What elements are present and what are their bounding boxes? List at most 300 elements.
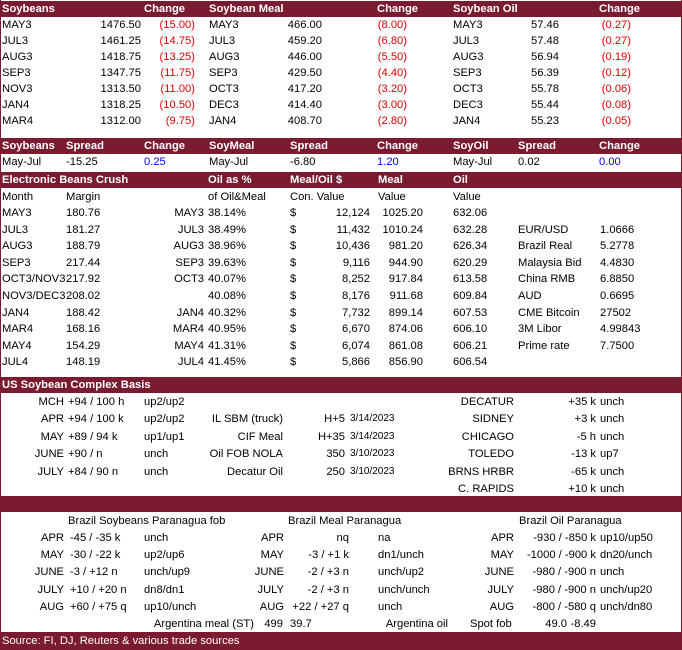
basis-change: up2/up2: [144, 413, 185, 426]
brazil-meal-change: unch/up2: [378, 566, 425, 579]
market-value: 4.4830: [600, 256, 635, 269]
settle-price: 57.46: [531, 19, 559, 31]
spread-header: Spread: [66, 140, 104, 152]
oil-share: 40.95%: [208, 323, 246, 336]
basis-title: US Soybean Complex Basis: [2, 379, 151, 391]
futures-header: Change: [599, 3, 641, 15]
crush-month-2: MAR4: [172, 323, 204, 336]
contract-month: NOV3: [2, 83, 33, 95]
location-basis: -13 k: [571, 448, 596, 461]
currency-symbol: $: [290, 240, 297, 253]
currency-symbol: $: [290, 207, 297, 219]
market-label: Malaysia Bid: [518, 256, 582, 269]
settle-price: 417.20: [287, 83, 322, 95]
brazil-oil-change: unch/up20: [600, 583, 653, 596]
futures-row: [0, 33, 682, 49]
brazil-soy-basis: +60 / +75 q: [70, 600, 127, 613]
product-date: 3/14/2023: [350, 430, 395, 442]
contract-month: OCT3: [453, 83, 483, 95]
price-change: (0.05): [601, 115, 631, 127]
crush-subheader: Margin: [66, 191, 101, 203]
brazil-soy-change: unch: [144, 532, 169, 544]
market-value: 1.0666: [600, 223, 635, 236]
crush-month-2: AUG3: [173, 240, 204, 253]
location-change: up7: [600, 448, 619, 461]
meal-value: 874.06: [388, 323, 423, 336]
settle-price: 1313.50: [100, 83, 141, 95]
spread-header: Change: [599, 140, 641, 152]
contract-month: JUL3: [2, 35, 29, 47]
brazil-month: JUNE: [34, 566, 64, 579]
price-change: (4.40): [377, 67, 407, 79]
location-change: unch: [600, 396, 625, 408]
market-label: AUD: [518, 290, 542, 302]
oil-value: 606.21: [453, 339, 488, 352]
oil-share: 38.96%: [208, 240, 246, 253]
contract-month: DEC3: [209, 99, 239, 111]
settle-price: 55.78: [531, 83, 559, 95]
spread-header: SoyMeal: [209, 140, 255, 152]
brazil-row: [0, 564, 682, 580]
brazil-row: [0, 530, 682, 546]
price-change: (0.06): [601, 83, 631, 95]
price-change: (8.00): [377, 19, 407, 31]
futures-header-row: [0, 1, 682, 17]
basis-header-row: [0, 377, 682, 393]
oil-share: 38.14%: [208, 207, 246, 219]
crush-header-row: [0, 172, 682, 188]
futures-row: [0, 81, 682, 97]
meal-oil-value: 9,116: [342, 256, 370, 269]
basis-change: up2/up2: [144, 396, 185, 408]
argentina-oil-price: 49.0: [545, 618, 567, 630]
spread-value: -6.80: [290, 156, 316, 168]
spreads-row: [0, 154, 682, 170]
oil-value: 607.53: [453, 306, 488, 319]
contract-month: JUL3: [453, 35, 480, 47]
market-value: 6.8850: [600, 273, 635, 286]
futures-row: [0, 49, 682, 65]
argentina-meal-change: 39.7: [290, 618, 312, 630]
location-basis: +3 k: [574, 413, 596, 426]
contract-month: MAY3: [209, 19, 239, 31]
brazil-month: JUNE: [254, 566, 284, 579]
settle-price: 414.40: [287, 99, 322, 111]
brazil-oil-change: up10/up50: [600, 532, 653, 544]
crush-margin: 148.19: [66, 356, 101, 369]
meal-value: 1010.24: [382, 223, 423, 236]
product-value: 350: [326, 448, 345, 461]
product-date: 3/10/2023: [350, 465, 395, 477]
argentina-oil-change: -8.49: [570, 618, 596, 630]
brazil-month: AUG: [39, 600, 64, 613]
market-label: Brazil Real: [518, 240, 573, 253]
brazil-meal-basis: -3 / +1 k: [308, 549, 349, 562]
price-change: (0.08): [601, 99, 631, 111]
spread-header: Spread: [290, 140, 328, 152]
brazil-soy-basis: +10 / +20 n: [70, 583, 127, 596]
crush-month: NOV3/DEC3: [2, 290, 66, 302]
source-row: [0, 632, 682, 650]
price-change: (3.00): [377, 99, 407, 111]
crush-month-2: JUL3: [177, 223, 204, 236]
oil-value: 609.84: [453, 290, 488, 302]
contract-month: DEC3: [453, 99, 483, 111]
location-change: unch: [600, 483, 625, 495]
brazil-row: [0, 547, 682, 563]
market-value: 4.99843: [600, 323, 641, 336]
crush-margin: 180.76: [66, 207, 101, 219]
oil-share: 40.32%: [208, 306, 246, 319]
crush-margin: 217.92: [66, 273, 101, 286]
crush-subheader: Value: [453, 191, 481, 203]
crush-margin: 181.27: [66, 223, 101, 236]
contract-month: AUG3: [209, 51, 240, 63]
brazil-soy-change: up10/unch: [144, 600, 197, 613]
oil-value: 606.10: [453, 323, 488, 336]
location: DECATUR: [460, 396, 514, 408]
product-value: H+35: [317, 430, 345, 443]
price-change: (0.27): [601, 19, 631, 31]
oil-value: 620.29: [453, 256, 488, 269]
brazil-meal-change: dn1/unch: [378, 549, 425, 562]
crush-month: JUL4: [2, 356, 29, 369]
spread-header: Spread: [518, 140, 556, 152]
brazil-month: JULY: [37, 583, 64, 596]
market-label: 3M Libor: [518, 323, 562, 336]
currency-symbol: $: [290, 273, 297, 286]
contract-month: JUL3: [209, 35, 236, 47]
brazil-month: JULY: [257, 583, 284, 596]
currency-symbol: $: [290, 306, 297, 319]
product-value: H+5: [324, 413, 345, 426]
price-change: (11.75): [160, 67, 195, 79]
location-change: unch: [600, 430, 625, 443]
crush-header: Oil: [453, 174, 468, 186]
oil-value: 626.34: [453, 240, 488, 253]
settle-price: 446.00: [287, 51, 322, 63]
location-change: unch: [600, 465, 625, 478]
crush-month-2: OCT3: [174, 273, 204, 286]
spread-label: May-Jul: [453, 156, 493, 168]
price-change: (5.50): [377, 51, 407, 63]
crush-subheader: Month: [2, 191, 34, 203]
brazil-oil-basis: -980 / -900 n: [532, 566, 596, 579]
crush-row: [0, 338, 682, 354]
crush-subheader: of Oil&Meal: [208, 191, 266, 203]
meal-oil-value: 7,732: [342, 306, 370, 319]
crush-row: [0, 305, 682, 321]
brazil-oil-basis: -800 / -580 q: [532, 600, 596, 613]
crush-margin: 154.29: [66, 339, 101, 352]
price-change: (14.75): [159, 35, 195, 47]
crush-row: [0, 321, 682, 337]
currency-symbol: $: [290, 356, 297, 369]
meal-value: 911.68: [389, 290, 423, 302]
price-change: (0.27): [601, 35, 631, 47]
currency-symbol: $: [290, 290, 297, 302]
crush-month-2: MAY4: [174, 339, 204, 352]
crush-month: SEP3: [2, 256, 31, 269]
meal-oil-value: 10,436: [335, 240, 370, 253]
contract-month: AUG3: [453, 51, 484, 63]
brazil-meal-change: na: [378, 532, 391, 544]
futures-header: Change: [377, 3, 419, 15]
oil-share: 39.63%: [208, 256, 246, 269]
meal-value: 1025.20: [382, 207, 423, 219]
crush-row: [0, 354, 682, 370]
settle-price: 56.94: [531, 51, 559, 63]
location-basis: +35 k: [568, 396, 596, 408]
crush-month-2: JAN4: [176, 306, 204, 319]
settle-price: 1318.25: [100, 99, 141, 111]
futures-header: Soybean Oil: [453, 3, 518, 15]
brazil-oil-basis: -930 / -850 k: [533, 532, 596, 544]
currency-symbol: $: [290, 256, 297, 269]
spread-label: May-Jul: [209, 156, 249, 168]
brazil-soy-title: Brazil Soybeans Paranagua fob: [68, 515, 226, 527]
column-divider: [0, 0, 1, 650]
brazil-row: [0, 582, 682, 598]
oil-share: 38.49%: [208, 223, 246, 236]
contract-month: JAN4: [209, 115, 237, 127]
crush-row: [0, 271, 682, 287]
brazil-soy-change: up2/up6: [144, 549, 185, 562]
crush-header: Oil as %: [208, 174, 252, 186]
contract-month: JAN4: [453, 115, 481, 127]
brazil-soy-basis: -3 / +12 n: [70, 566, 118, 579]
currency-symbol: $: [290, 323, 297, 336]
price-change: (11.00): [160, 83, 195, 95]
price-change: (2.80): [377, 115, 407, 127]
crush-margin: 188.42: [66, 306, 101, 319]
market-value: 7.7500: [600, 339, 635, 352]
market-value: 5.2778: [600, 240, 635, 253]
crush-month: JAN4: [2, 306, 30, 319]
basis-month: JULY: [37, 465, 64, 478]
brazil-month: MAY: [260, 549, 284, 562]
crush-row: [0, 222, 682, 238]
brazil-soy-change: unch/up9: [144, 566, 191, 579]
crush-row: [0, 205, 682, 221]
product-value: 250: [326, 465, 345, 478]
market-value: 27502: [600, 306, 632, 319]
oil-share: 40.07%: [208, 273, 246, 286]
meal-oil-value: 5,866: [342, 356, 370, 369]
spread-header: Soybeans: [2, 140, 55, 152]
argentina-meal-label: Argentina meal (ST): [153, 618, 254, 630]
basis-row: [0, 464, 682, 480]
spread-value: 0.02: [518, 156, 540, 168]
basis-month: JUNE: [34, 448, 64, 461]
settle-price: 466.00: [287, 19, 322, 31]
basis-month: MAY: [40, 430, 64, 443]
basis-month: APR: [40, 413, 64, 426]
meal-oil-value: 8,176: [342, 290, 370, 302]
futures-header: Soybeans: [2, 3, 55, 15]
product-date: 3/14/2023: [350, 413, 395, 425]
brazil-meal-change: unch/unch: [378, 583, 430, 596]
spread-header: Change: [144, 140, 186, 152]
location-basis: -65 k: [571, 465, 596, 478]
meal-value: 944.90: [388, 256, 423, 269]
argentina-oil-spot: Spot fob: [470, 618, 512, 630]
meal-value: 981.20: [388, 240, 423, 253]
settle-price: 1418.75: [100, 51, 141, 63]
brazil-title-row: [0, 513, 682, 529]
basis-value: +94 / 100 h: [68, 396, 125, 408]
source-note: Source: FI, DJ, Reuters & various trade sources: [2, 635, 240, 647]
location: C. RAPIDS: [458, 483, 514, 495]
market-label: Prime rate: [518, 339, 570, 352]
basis-change: unch: [144, 448, 169, 461]
crush-month: MAR4: [2, 323, 34, 336]
price-change: (6.80): [377, 35, 407, 47]
meal-oil-value: 8,252: [342, 273, 370, 286]
price-change: (10.50): [159, 99, 195, 111]
spread-header: Change: [377, 140, 419, 152]
basis-month: MCH: [38, 396, 64, 408]
meal-oil-value: 12,124: [335, 207, 370, 219]
crush-margin: 217.44: [66, 256, 101, 269]
crush-month: OCT3/NOV3: [2, 273, 66, 286]
crush-month: AUG3: [2, 240, 33, 253]
contract-month: JAN4: [2, 99, 30, 111]
brazil-meal-basis: -2 / +3 n: [307, 583, 349, 596]
spread-change: 0.00: [599, 156, 621, 168]
location-basis: -5 h: [576, 430, 596, 443]
brazil-month: APR: [260, 532, 284, 544]
currency-symbol: $: [290, 223, 297, 236]
crush-title: Electronic Beans Crush: [2, 174, 129, 186]
meal-value: 917.84: [388, 273, 423, 286]
location: SIDNEY: [472, 413, 514, 426]
product-label: Decatur Oil: [227, 465, 283, 478]
crush-month-2: JUL4: [177, 356, 204, 369]
product-label: IL SBM (truck): [211, 413, 283, 426]
brazil-month: AUG: [259, 600, 284, 613]
brazil-month: MAY: [490, 549, 514, 562]
meal-oil-value: 6,074: [342, 339, 370, 352]
crush-subheader-row: [0, 189, 682, 205]
settle-price: 1312.00: [100, 115, 141, 127]
oil-share: 41.31%: [208, 339, 246, 352]
contract-month: MAR4: [2, 115, 34, 127]
settle-price: 55.44: [531, 99, 559, 111]
settle-price: 1476.50: [100, 19, 141, 31]
argentina-row: [0, 616, 682, 632]
brazil-month: APR: [40, 532, 64, 544]
brazil-meal-title: Brazil Meal Paranagua: [288, 515, 402, 527]
contract-month: SEP3: [453, 67, 482, 79]
settle-price: 1347.75: [100, 67, 141, 79]
market-value: 0.6695: [600, 290, 635, 302]
crush-subheader: Value: [378, 191, 406, 203]
section-separator: [0, 496, 682, 512]
brazil-month: MAY: [40, 549, 64, 562]
basis-row: [0, 429, 682, 445]
oil-value: 632.28: [453, 223, 488, 236]
spread-label: May-Jul: [2, 156, 42, 168]
brazil-soy-basis: -45 / -35 k: [70, 532, 121, 544]
basis-row: [0, 411, 682, 427]
brazil-month: JUNE: [484, 566, 514, 579]
brazil-oil-basis: -1000 / -900 k: [526, 549, 596, 562]
crush-margin: 208.02: [66, 290, 101, 302]
price-change: (15.00): [159, 19, 195, 31]
contract-month: SEP3: [209, 67, 238, 79]
oil-value: 613.58: [453, 273, 488, 286]
oil-value: 606.54: [453, 356, 488, 369]
crush-month: MAY4: [2, 339, 32, 352]
brazil-meal-basis: nq: [336, 532, 349, 544]
brazil-oil-title: Brazil Oil Paranagua: [519, 515, 622, 527]
contract-month: AUG3: [2, 51, 33, 63]
basis-value: +94 / 100 k: [68, 413, 124, 426]
spread-header: SoyOil: [453, 140, 489, 152]
settle-price: 408.70: [287, 115, 322, 127]
meal-value: 899.14: [388, 306, 423, 319]
meal-value: 861.08: [388, 339, 423, 352]
argentina-meal-price: 499: [264, 618, 283, 630]
basis-row: [0, 446, 682, 462]
brazil-row: [0, 599, 682, 615]
brazil-soy-change: dn8/dn1: [144, 583, 185, 596]
crush-month: JUL3: [2, 223, 29, 236]
crush-row: [0, 238, 682, 254]
market-label: CME Bitcoin: [518, 306, 580, 319]
futures-row: [0, 113, 682, 129]
crush-margin: 168.16: [66, 323, 101, 336]
price-change: (13.25): [159, 51, 195, 63]
spreads-header-row: [0, 138, 682, 154]
crush-month-2: SEP3: [175, 256, 204, 269]
basis-value: +84 / 90 n: [68, 465, 119, 478]
product-label: CIF Meal: [237, 430, 283, 443]
settle-price: 57.48: [531, 35, 559, 47]
contract-month: MAY3: [453, 19, 483, 31]
location: CHICAGO: [461, 430, 514, 443]
brazil-oil-change: unch: [600, 566, 625, 579]
basis-value: +89 / 94 k: [68, 430, 118, 443]
oil-share: 40.08%: [208, 290, 246, 302]
product-label: Oil FOB NOLA: [209, 448, 283, 461]
brazil-meal-change: unch: [378, 600, 403, 613]
brazil-month: JULY: [487, 583, 514, 596]
meal-oil-value: 11,432: [336, 223, 370, 236]
location-basis: +10 k: [568, 483, 596, 495]
spread-change: 0.25: [144, 156, 166, 168]
crush-header: Meal/Oil $: [290, 174, 343, 186]
brazil-oil-basis: -980 / -900 n: [532, 583, 596, 596]
brazil-soy-basis: -30 / -22 k: [70, 549, 121, 562]
futures-header: Change: [144, 3, 186, 15]
crush-subheader: Con. Value: [290, 191, 345, 203]
crush-row: [0, 288, 682, 304]
basis-change: up1/up1: [144, 430, 185, 443]
futures-row: [0, 65, 682, 81]
brazil-meal-basis: -2 / +3 n: [307, 566, 349, 579]
futures-header: Soybean Meal: [209, 3, 284, 15]
brazil-oil-change: unch/dn80: [600, 600, 653, 613]
currency-symbol: $: [290, 339, 297, 352]
argentina-oil-label: Argentina oil: [385, 618, 448, 630]
oil-value: 632.06: [453, 207, 488, 219]
contract-month: SEP3: [2, 67, 31, 79]
location: TOLEDO: [468, 448, 514, 461]
price-change: (3.20): [377, 83, 407, 95]
settle-price: 56.39: [531, 67, 559, 79]
